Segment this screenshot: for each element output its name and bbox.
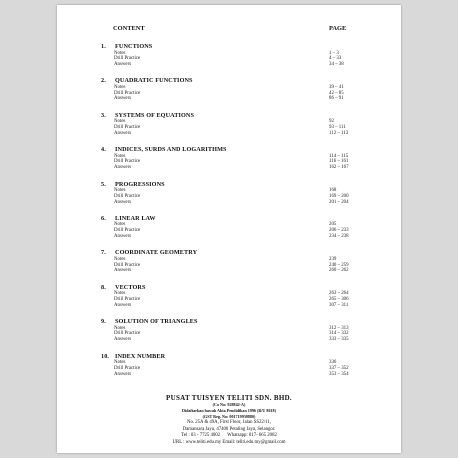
chapter-number: 5.	[101, 180, 106, 188]
chapter-name: SOLUTION OF TRIANGLES	[115, 318, 198, 326]
row-page-range: 205	[329, 222, 337, 228]
row-page-range: 112 – 113	[329, 130, 349, 136]
chapter-title	[101, 249, 197, 256]
row-page-range: 333 – 335	[329, 337, 349, 343]
toc-row	[57, 337, 401, 343]
row-label: Notes	[114, 325, 126, 331]
row-page-range: 336	[329, 360, 337, 366]
chapter-title	[101, 181, 165, 188]
row-label: Notes	[114, 188, 126, 194]
row-page-range: 240 – 259	[329, 262, 349, 268]
row-label: Drill Practice	[114, 297, 141, 303]
row-label: Notes	[114, 222, 126, 228]
row-label: Notes	[114, 50, 126, 56]
row-page-range: 114 – 115	[329, 153, 349, 159]
chapter-name: LINEAR LAW	[115, 214, 156, 222]
whatsapp-number: Whatsapp: 017- 665 2082	[227, 433, 277, 439]
chapter-title	[101, 318, 198, 325]
row-label: Answers	[114, 337, 132, 343]
row-label: Answers	[114, 302, 132, 308]
company-name: PUSAT TUISYEN TELITI SDN. BHD.	[166, 394, 292, 402]
row-page-range: 169 – 200	[329, 193, 349, 199]
row-label: Answers	[114, 96, 132, 102]
chapter-number: 9.	[101, 318, 106, 326]
row-page-range: 42 – 85	[329, 90, 344, 96]
row-label: Notes	[114, 119, 126, 125]
chapter-entry	[57, 181, 401, 215]
row-label: Drill Practice	[114, 331, 141, 337]
row-page-range: 263 – 264	[329, 291, 349, 297]
registration-text: Didaftarkan bawah Akta Pendidikan 1996 (R/U 8618)	[182, 408, 276, 413]
phone-number: Tel : 03 - 7725 4002	[181, 433, 221, 439]
row-label: Answers	[114, 62, 132, 68]
contact-line	[57, 433, 401, 440]
row-page-range: 353 – 354	[329, 371, 349, 377]
chapter-number: 8.	[101, 283, 106, 291]
chapter-entry	[57, 249, 401, 283]
chapter-entry	[57, 77, 401, 111]
row-page-range: 307 – 311	[329, 302, 349, 308]
chapter-name: COORDINATE GEOMETRY	[115, 249, 198, 257]
chapter-title	[101, 215, 156, 222]
chapter-entry	[57, 146, 401, 180]
chapter-name: FUNCTIONS	[115, 43, 153, 50]
chapter-title	[101, 146, 227, 153]
row-label: Answers	[114, 199, 132, 205]
chapter-entry	[57, 353, 401, 387]
chapter-name: VECTORS	[115, 283, 146, 291]
row-page-range: 168	[329, 188, 337, 194]
row-page-range: 206 – 233	[329, 228, 349, 234]
chapter-name: PROGRESSIONS	[115, 180, 165, 188]
toc-row	[57, 131, 401, 137]
toc-row	[57, 268, 401, 274]
chapter-entry	[57, 284, 401, 318]
page-heading: PAGE	[329, 25, 347, 32]
toc-row	[57, 62, 401, 68]
row-label: Answers	[114, 165, 132, 171]
toc-row	[57, 372, 401, 378]
address-line-1: No. 25A & 49A, First Floor, Jalan SS22/11,	[187, 420, 271, 425]
chapter-number: 1.	[101, 43, 106, 50]
row-page-range: 234 – 238	[329, 234, 349, 240]
chapter-name: INDEX NUMBER	[115, 352, 166, 360]
row-page-range: 239	[329, 256, 337, 262]
row-label: Drill Practice	[114, 262, 141, 268]
row-page-range: 337 – 352	[329, 365, 349, 371]
table-of-contents	[57, 43, 401, 387]
row-page-range: 93 – 111	[329, 125, 346, 131]
row-label: Notes	[114, 84, 126, 90]
chapter-title	[101, 353, 165, 360]
row-page-range: 86 – 91	[329, 96, 344, 102]
chapter-entry	[57, 112, 401, 146]
toc-row	[57, 303, 401, 309]
row-page-range: 260 – 262	[329, 268, 349, 274]
url-email-line: URL : www.teliti.edu.my Email: teliti.edu.my@gmail.com	[172, 439, 286, 445]
chapter-title	[101, 77, 193, 84]
chapter-title	[101, 284, 146, 291]
chapter-name: SYSTEMS OF EQUATIONS	[115, 111, 195, 119]
toc-row	[57, 165, 401, 171]
row-label: Drill Practice	[114, 193, 141, 199]
chapter-entry	[57, 215, 401, 249]
row-label: Notes	[114, 291, 126, 297]
row-label: Drill Practice	[114, 159, 141, 165]
chapter-title	[101, 112, 194, 119]
row-label: Answers	[114, 234, 132, 240]
toc-row	[57, 200, 401, 206]
chapter-number: 6.	[101, 214, 106, 222]
row-label: Drill Practice	[114, 125, 141, 131]
chapter-name: QUADRATIC FUNCTIONS	[115, 77, 193, 85]
publisher-footer	[57, 394, 401, 446]
row-page-range: 92	[329, 119, 334, 125]
row-label: Answers	[114, 130, 132, 136]
chapter-entry	[57, 43, 401, 77]
toc-row	[57, 96, 401, 102]
address-line-2: Damansara Jaya, 47400 Petaling Jaya, Selangor.	[182, 426, 276, 432]
row-page-range: 34 – 38	[329, 62, 344, 68]
document-page	[57, 5, 401, 453]
company-number: (Co No: 928842-A)	[212, 402, 246, 407]
row-label: Drill Practice	[114, 228, 141, 234]
row-page-range: 265 – 306	[329, 297, 349, 303]
row-label: Answers	[114, 371, 132, 377]
row-page-range: 314 – 332	[329, 331, 349, 337]
row-page-range: 39 – 41	[329, 84, 344, 90]
content-heading: CONTENT	[113, 25, 145, 32]
row-page-range: 162 – 167	[329, 165, 349, 171]
chapter-number: 7.	[101, 249, 106, 257]
row-page-range: 4 – 33	[329, 56, 342, 62]
row-page-range: 116 – 161	[329, 159, 349, 165]
chapter-title	[101, 43, 152, 50]
row-label: Notes	[114, 256, 126, 262]
row-label: Drill Practice	[114, 365, 141, 371]
chapter-number: 3.	[101, 111, 106, 119]
chapter-entry	[57, 318, 401, 352]
toc-row	[57, 234, 401, 240]
row-label: Notes	[114, 153, 126, 159]
row-page-range: 1 – 3	[329, 50, 339, 56]
chapter-number: 4.	[101, 146, 106, 154]
row-page-range: 201 – 204	[329, 199, 349, 205]
row-label: Drill Practice	[114, 56, 141, 62]
row-label: Notes	[114, 360, 126, 366]
row-page-range: 312 – 313	[329, 325, 349, 331]
chapter-number: 2.	[101, 77, 106, 85]
chapter-number: 10.	[101, 352, 110, 360]
chapter-name: INDICES, SURDS AND LOGARITHMS	[115, 146, 227, 154]
row-label: Drill Practice	[114, 90, 141, 96]
row-label: Answers	[114, 268, 132, 274]
gst-number: (GST Reg. No: 001719930880)	[202, 414, 256, 419]
